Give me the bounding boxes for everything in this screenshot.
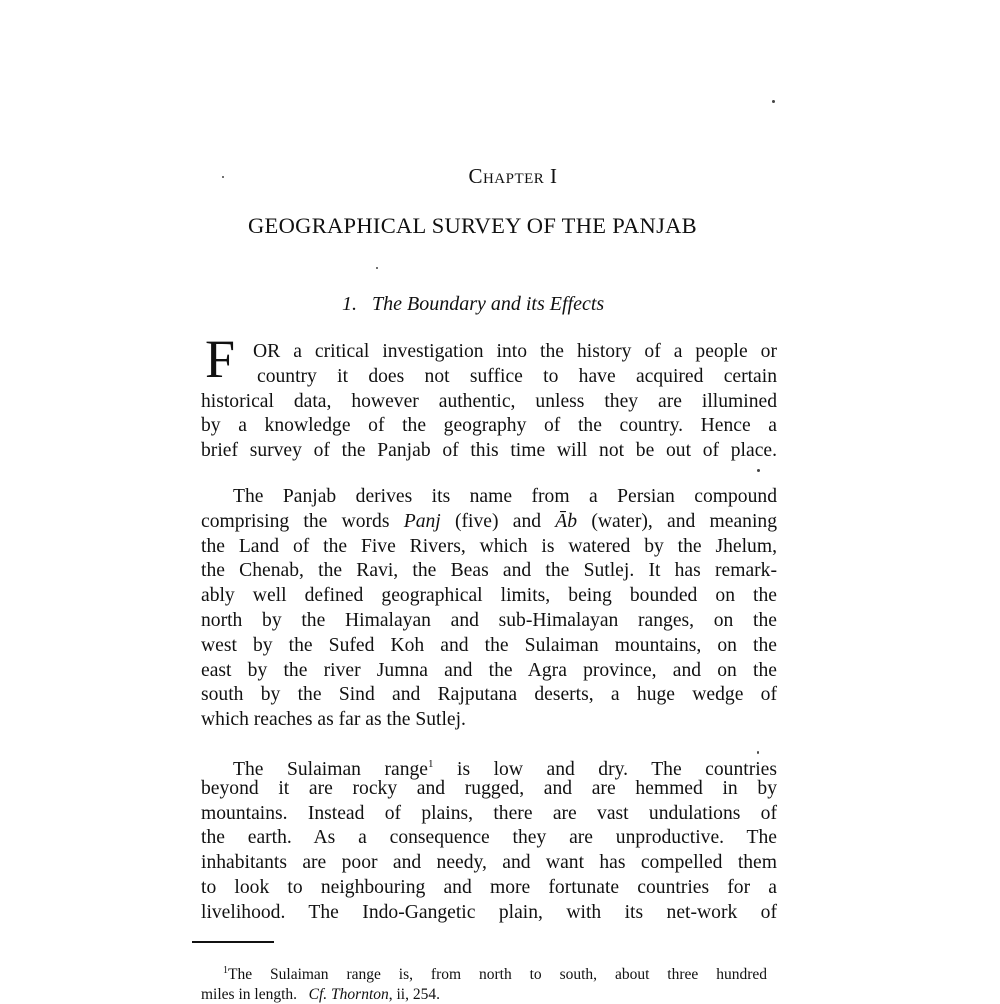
text-line: which reaches as far as the Sutlej. bbox=[201, 708, 777, 733]
drop-cap: F bbox=[205, 334, 235, 384]
text-line: OR a critical investigation into the history of a people or bbox=[201, 340, 777, 365]
text-line: south by the Sind and Rajputana deserts, a huge wedge of bbox=[201, 683, 777, 708]
text-fragment: (five) and bbox=[455, 511, 541, 532]
footnote-line bbox=[201, 961, 767, 985]
text-fragment: (water), and meaning bbox=[591, 511, 777, 532]
text-line: brief survey of the Panjab of this time will not be out of place. bbox=[201, 439, 777, 464]
text-line: country it does not suffice to have acquired certain bbox=[201, 365, 777, 390]
text-line: the Land of the Five Rivers, which is watered by the Jhelum, bbox=[201, 535, 777, 560]
scan-speck bbox=[757, 751, 759, 754]
term-ab: Āb bbox=[555, 511, 577, 532]
term-panj: Panj bbox=[404, 511, 441, 532]
footnote-line bbox=[201, 985, 767, 1004]
footnote-marker: 1 bbox=[223, 965, 228, 976]
paragraph-1 bbox=[201, 340, 777, 464]
text-line: west by the Sufed Koh and the Sulaiman mountains, on the bbox=[201, 634, 777, 659]
scan-speck bbox=[757, 469, 760, 472]
text-line: mountains. Instead of plains, there are vast undulations of bbox=[201, 802, 777, 827]
text-line: The Panjab derives its name from a Persian compound bbox=[201, 485, 777, 510]
scan-speck bbox=[772, 100, 775, 103]
paragraph-3 bbox=[201, 752, 777, 926]
text-line bbox=[201, 510, 777, 535]
footnote-ref[interactable]: 1 bbox=[428, 758, 434, 770]
footnote bbox=[201, 961, 767, 1004]
footnote-divider bbox=[192, 941, 274, 943]
text-line: ably well defined geographical limits, being bounded on the bbox=[201, 584, 777, 609]
section-heading bbox=[342, 293, 662, 316]
citation-title: Cf. Thornton bbox=[309, 986, 389, 1003]
text-line: east by the river Jumna and the Agra province, and on the bbox=[201, 659, 777, 684]
text-line: to look to neighbouring and more fortunate countries for a bbox=[201, 876, 777, 901]
text-fragment: is low and dry. The countries bbox=[457, 759, 777, 780]
chapter-title: GEOGRAPHICAL SURVEY OF THE PANJAB bbox=[248, 213, 768, 239]
paragraph-2 bbox=[201, 485, 777, 733]
section-title: The Boundary and its Effects bbox=[372, 293, 604, 315]
section-number: 1. bbox=[342, 293, 357, 315]
scan-speck bbox=[376, 267, 378, 269]
text-line bbox=[201, 752, 777, 777]
text-line: the earth. As a consequence they are unproductive. The bbox=[201, 826, 777, 851]
scan-speck bbox=[222, 176, 224, 178]
citation-ref: , ii, 254. bbox=[389, 986, 440, 1003]
footnote-text: The Sulaiman range is, from north to south, about three hundred bbox=[228, 966, 767, 983]
text-line: north by the Himalayan and sub-Himalayan ranges, on the bbox=[201, 609, 777, 634]
text-fragment: The Sulaiman range bbox=[233, 759, 428, 780]
text-line: inhabitants are poor and needy, and want has compelled them bbox=[201, 851, 777, 876]
chapter-label-text: Chapter I bbox=[468, 164, 557, 189]
text-line: the Chenab, the Ravi, the Beas and the Sutlej. It has remark- bbox=[201, 559, 777, 584]
text-line: by a knowledge of the geography of the country. Hence a bbox=[201, 414, 777, 439]
chapter-label bbox=[0, 164, 1000, 189]
text-line: historical data, however authentic, unless they are illumined bbox=[201, 390, 777, 415]
text-fragment: comprising the words bbox=[201, 511, 389, 532]
text-line: beyond it are rocky and rugged, and are hemmed in by bbox=[201, 777, 777, 802]
text-line: livelihood. The Indo-Gangetic plain, with its net-work of bbox=[201, 901, 777, 926]
footnote-text: miles in length. bbox=[201, 986, 297, 1003]
